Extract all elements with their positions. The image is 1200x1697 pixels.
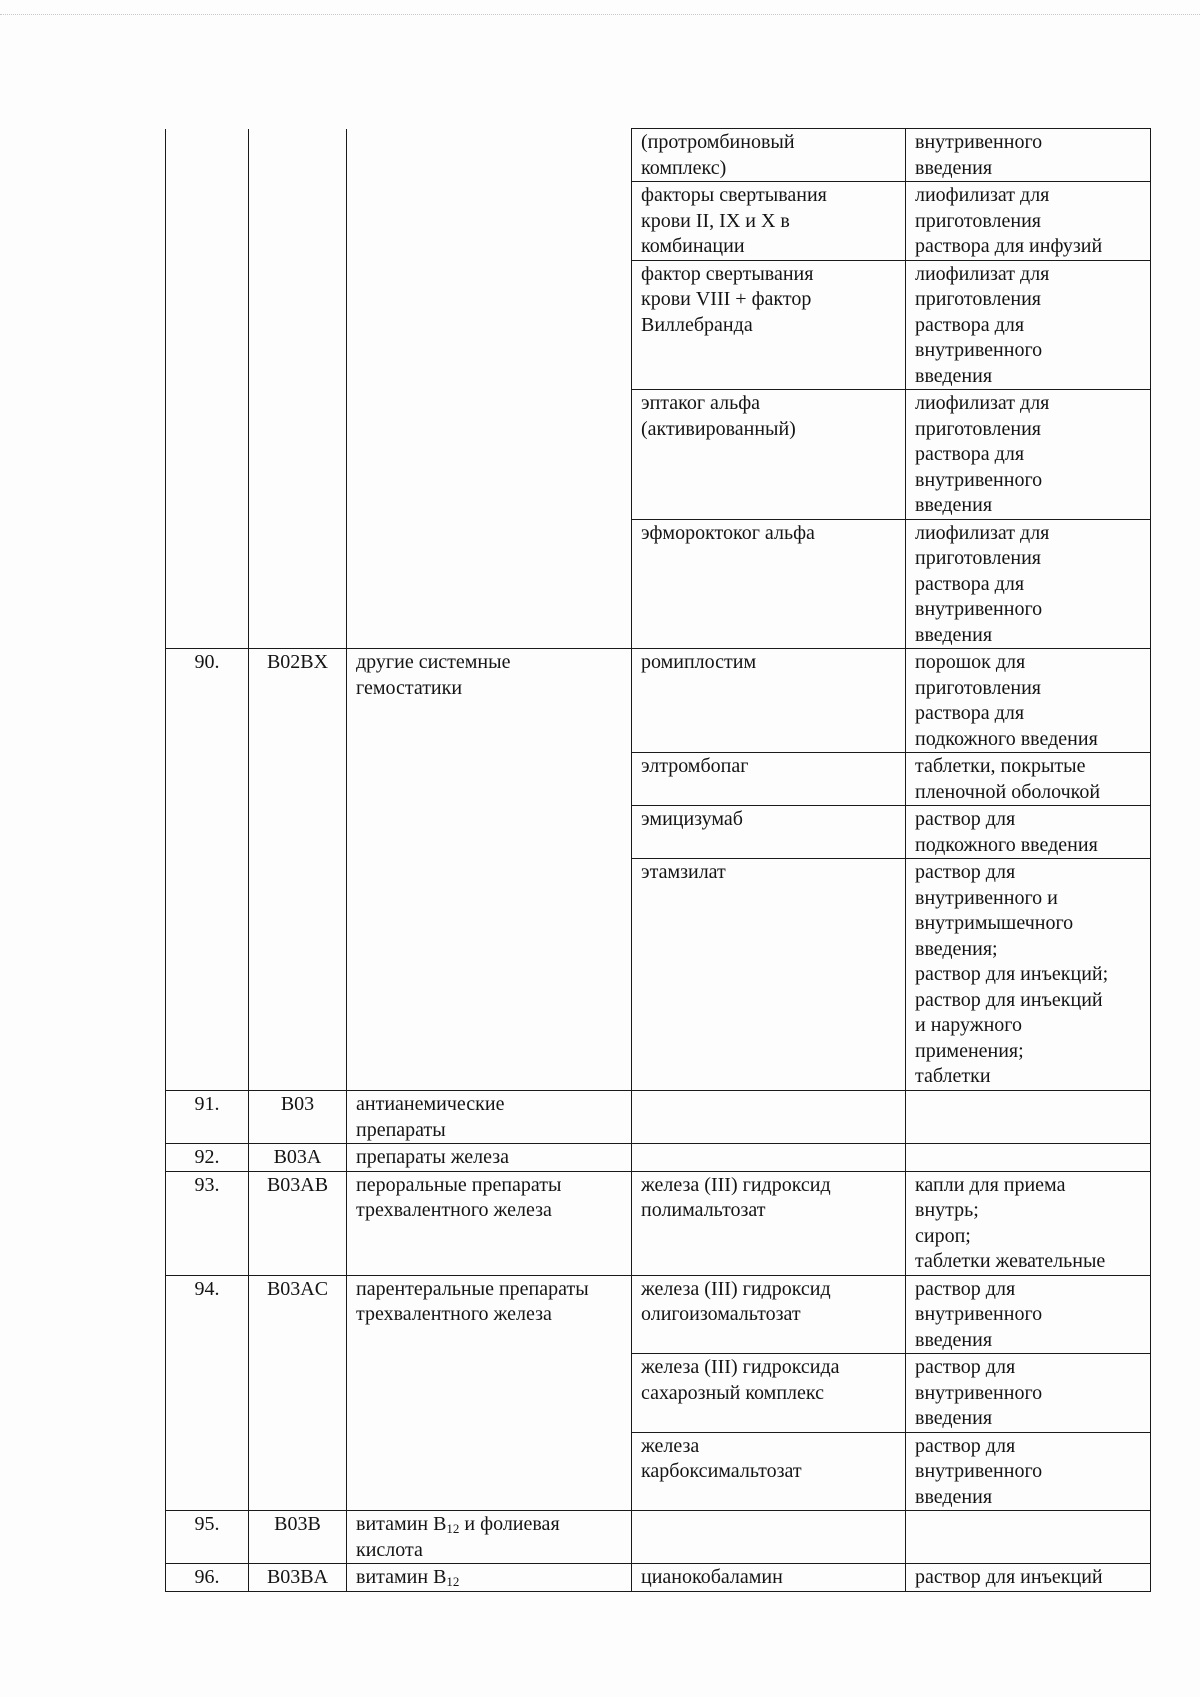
group-name-cell: другие системные гемостатики xyxy=(347,649,632,1091)
dosage-form-cell xyxy=(906,1091,1151,1144)
table-row xyxy=(166,1091,1151,1144)
group-name-cell: антианемические препараты xyxy=(347,1091,632,1144)
atc-code-cell: B03BA xyxy=(249,1564,347,1592)
group-name-cell: парентеральные препараты трехвалентного железа xyxy=(347,1275,632,1511)
row-number-cell: 90. xyxy=(166,649,249,1091)
atc-code-cell: B03AB xyxy=(249,1171,347,1275)
dosage-form-cell: раствор для инъекций xyxy=(906,1564,1151,1592)
row-number-cell: 91. xyxy=(166,1091,249,1144)
dosage-form-cell: внутривенного введения xyxy=(906,129,1151,182)
dosage-form-cell: раствор для внутривенного введения xyxy=(906,1275,1151,1354)
group-text: витамин B xyxy=(356,1566,447,1588)
drug-list-table xyxy=(165,128,1151,1592)
inn-cell: элтромбопаг xyxy=(632,753,906,806)
group-name-cell: пероральные препараты трехвалентного железа xyxy=(347,1171,632,1275)
inn-cell: ромиплостим xyxy=(632,649,906,753)
atc-code-cell: B03B xyxy=(249,1511,347,1564)
subscript-12: 12 xyxy=(446,1521,460,1536)
dosage-form-cell: раствор для подкожного введения xyxy=(906,806,1151,859)
atc-code-cell xyxy=(249,129,347,649)
table-row xyxy=(166,129,1151,182)
dosage-form-cell xyxy=(906,1511,1151,1564)
inn-cell xyxy=(632,1144,906,1172)
inn-cell: железа (III) гидроксид олигоизомальтозат xyxy=(632,1275,906,1354)
table-row xyxy=(166,1171,1151,1275)
group-name-cell xyxy=(347,1511,632,1564)
group-name-cell xyxy=(347,129,632,649)
group-name-cell xyxy=(347,1564,632,1592)
dosage-form-cell: раствор для внутривенного введения xyxy=(906,1432,1151,1511)
dosage-form-cell: раствор для внутривенного и внутримышечного введения; раствор для инъекций; раствор для инъекций и наружного применения; таблетки xyxy=(906,859,1151,1091)
table-row xyxy=(166,1275,1151,1354)
row-number-cell: 95. xyxy=(166,1511,249,1564)
table-row xyxy=(166,649,1151,753)
inn-cell: цианокобаламин xyxy=(632,1564,906,1592)
group-text: и фолиевая кислота xyxy=(356,1513,560,1561)
inn-cell: эмицизумаб xyxy=(632,806,906,859)
inn-cell: железа карбоксимальтозат xyxy=(632,1432,906,1511)
subscript-12: 12 xyxy=(446,1574,460,1589)
dosage-form-cell: лиофилизат для приготовления раствора для внутривенного введения xyxy=(906,519,1151,649)
inn-cell xyxy=(632,1511,906,1564)
row-number-cell xyxy=(166,129,249,649)
atc-code-cell: B02BX xyxy=(249,649,347,1091)
group-text: витамин B xyxy=(356,1513,447,1535)
inn-cell: железа (III) гидроксид полимальтозат xyxy=(632,1171,906,1275)
inn-cell: эптаког альфа (активированный) xyxy=(632,390,906,520)
table-row xyxy=(166,1564,1151,1592)
dosage-form-cell: лиофилизат для приготовления раствора для внутривенного введения xyxy=(906,260,1151,390)
inn-cell: фактор свертывания крови VIII + фактор Виллебранда xyxy=(632,260,906,390)
inn-cell xyxy=(632,1091,906,1144)
dosage-form-cell: порошок для приготовления раствора для подкожного введения xyxy=(906,649,1151,753)
atc-code-cell: B03 xyxy=(249,1091,347,1144)
inn-cell: этамзилат xyxy=(632,859,906,1091)
table-row xyxy=(166,1511,1151,1564)
scan-edge-line xyxy=(0,14,1200,16)
dosage-form-cell: капли для приема внутрь; сироп; таблетки жевательные xyxy=(906,1171,1151,1275)
dosage-form-cell: раствор для внутривенного введения xyxy=(906,1354,1151,1433)
row-number-cell: 92. xyxy=(166,1144,249,1172)
row-number-cell: 94. xyxy=(166,1275,249,1511)
dosage-form-cell: лиофилизат для приготовления раствора для внутривенного введения xyxy=(906,390,1151,520)
inn-cell: факторы свертывания крови II, IX и X в комбинации xyxy=(632,182,906,261)
dosage-form-cell: таблетки, покрытые пленочной оболочкой xyxy=(906,753,1151,806)
inn-cell: эфмороктоког альфа xyxy=(632,519,906,649)
table-row xyxy=(166,1144,1151,1172)
inn-cell: железа (III) гидроксида сахарозный комплекс xyxy=(632,1354,906,1433)
atc-code-cell: B03A xyxy=(249,1144,347,1172)
dosage-form-cell xyxy=(906,1144,1151,1172)
dosage-form-cell: лиофилизат для приготовления раствора для инфузий xyxy=(906,182,1151,261)
atc-code-cell: B03AC xyxy=(249,1275,347,1511)
row-number-cell: 96. xyxy=(166,1564,249,1592)
row-number-cell: 93. xyxy=(166,1171,249,1275)
inn-cell: (протромбиновый комплекс) xyxy=(632,129,906,182)
group-name-cell: препараты железа xyxy=(347,1144,632,1172)
